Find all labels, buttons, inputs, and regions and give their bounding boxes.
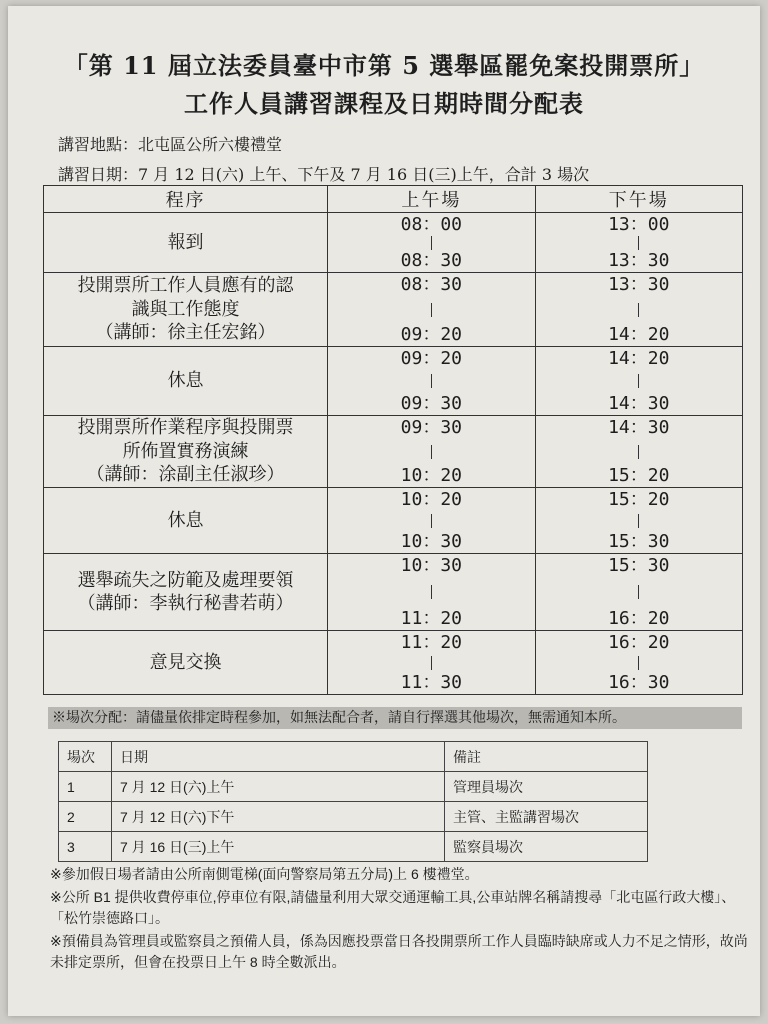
program-line: 休息 <box>167 370 204 392</box>
schedule-body <box>44 213 743 695</box>
schedule-row <box>44 488 743 554</box>
start-time: 13：30 <box>608 273 670 295</box>
program-line: （講師：徐主任宏銘） <box>95 322 276 344</box>
schedule-row <box>44 273 743 347</box>
session-header-number: 場次 <box>59 742 112 772</box>
header-afternoon: 下午場 <box>535 186 742 213</box>
afternoon-time-cell <box>535 213 742 273</box>
end-time: 11：30 <box>400 671 463 693</box>
time-range-divider <box>431 374 432 388</box>
time-range-divider <box>638 656 639 670</box>
start-time: 14：30 <box>608 416 670 438</box>
session-date: 7 月 16 日(三)上午 <box>112 832 445 862</box>
time-range-divider <box>638 303 639 317</box>
morning-time-cell <box>328 347 535 416</box>
program-line: 投開票所工作人員應有的認 <box>77 275 294 297</box>
time-range-divider <box>638 236 639 250</box>
end-time: 16：30 <box>608 671 670 693</box>
program-line: 識與工作態度 <box>131 298 240 320</box>
session-body <box>59 742 648 862</box>
session-header-remark: 備註 <box>445 742 648 772</box>
schedule-row <box>44 213 743 273</box>
end-time: 13：30 <box>608 249 670 271</box>
time-range-divider <box>638 445 639 459</box>
morning-time-cell <box>328 554 535 631</box>
end-time: 10：30 <box>400 530 463 552</box>
schedule-row <box>44 554 743 631</box>
session-date: 7 月 12 日(六)下午 <box>112 802 445 832</box>
time-range-divider <box>638 514 639 528</box>
time-range-divider <box>638 585 639 599</box>
time-range-divider <box>431 514 432 528</box>
time-range-divider <box>431 445 432 459</box>
session-notice: ※場次分配：請儘量依排定時程參加，如無法配合者，請自行擇選其他場次，無需通知本所。 <box>48 707 742 729</box>
program-line: （講師：涂副主任淑珍） <box>86 464 285 486</box>
program-cell <box>44 213 328 273</box>
afternoon-time-cell <box>535 273 742 347</box>
morning-time-cell <box>328 416 535 488</box>
note-item: ※公所 B1 提供收費停車位,停車位有限,請儘量利用大眾交通運輸工具,公車站牌名稱請搜尋「北屯區行政大樓」、「松竹崇德路口」。 <box>50 889 736 926</box>
schedule-header-row <box>44 186 743 213</box>
program-cell <box>44 631 328 695</box>
program-line: 意見交換 <box>149 651 222 673</box>
time-range-divider <box>431 303 432 317</box>
start-time: 15：20 <box>608 488 670 510</box>
note-item: ※參加假日場者請由公所南側電梯(面向警察局第五分局)上 6 樓禮堂。 <box>50 866 479 882</box>
start-time: 10：30 <box>400 554 463 576</box>
start-time: 09：30 <box>400 416 463 438</box>
training-location: 講習地點：北屯區公所六樓禮堂 <box>58 135 283 154</box>
program-line: 所佈置實務演練 <box>122 440 249 462</box>
note-item: ※預備員為管理員或監察員之預備人員，係為因應投票當日各投開票所工作人員臨時缺席或人力不足之情形，故尚未排定票所，但會在投票日上午 8 時全數派出。 <box>50 933 748 970</box>
session-remark: 主管、主監講習場次 <box>445 802 648 832</box>
time-range-divider <box>638 374 639 388</box>
program-line: 休息 <box>167 509 204 531</box>
schedule-table <box>43 185 743 695</box>
morning-time-cell <box>328 273 535 347</box>
morning-time-cell <box>328 213 535 273</box>
session-number: 1 <box>59 772 112 802</box>
session-header-date: 日期 <box>112 742 445 772</box>
start-time: 08：30 <box>400 273 463 295</box>
header-morning: 上午場 <box>328 186 535 213</box>
program-cell <box>44 488 328 554</box>
program-line: （講師：李執行秘書若萌） <box>77 593 294 614</box>
time-range-divider <box>431 656 432 670</box>
start-time: 13：00 <box>608 213 670 235</box>
session-table <box>58 741 648 862</box>
session-remark: 監察員場次 <box>445 832 648 862</box>
notes-section <box>50 864 750 975</box>
afternoon-time-cell <box>535 416 742 488</box>
end-time: 14：20 <box>608 323 670 345</box>
session-number: 3 <box>59 832 112 862</box>
time-range-divider <box>431 236 432 250</box>
end-time: 10：20 <box>400 464 463 486</box>
end-time: 11：20 <box>400 607 463 629</box>
end-time: 09：30 <box>400 392 463 414</box>
end-time: 15：20 <box>608 464 670 486</box>
program-cell <box>44 554 328 631</box>
program-line: 投開票所作業程序與投開票 <box>77 417 294 439</box>
end-time: 16：20 <box>608 607 670 629</box>
start-time: 08：00 <box>400 213 463 235</box>
training-dates: 講習日期：7 月 12 日(六) 上午、下午及 7 月 16 日(三)上午，合計 3 場次 <box>58 165 590 184</box>
afternoon-time-cell <box>535 554 742 631</box>
schedule-row <box>44 631 743 695</box>
start-time: 11：20 <box>400 631 463 653</box>
session-number: 2 <box>59 802 112 832</box>
end-time: 15：30 <box>608 530 670 552</box>
session-row <box>59 832 648 862</box>
end-time: 09：20 <box>400 323 463 345</box>
session-date: 7 月 12 日(六)上午 <box>112 772 445 802</box>
schedule-row <box>44 416 743 488</box>
session-row <box>59 772 648 802</box>
time-range-divider <box>431 585 432 599</box>
start-time: 10：20 <box>400 488 463 510</box>
afternoon-time-cell <box>535 347 742 416</box>
session-remark: 管理員場次 <box>445 772 648 802</box>
start-time: 16：20 <box>608 631 670 653</box>
morning-time-cell <box>328 488 535 554</box>
session-row <box>59 802 648 832</box>
afternoon-time-cell <box>535 488 742 554</box>
program-cell <box>44 273 328 347</box>
page-subtitle: 工作人員講習課程及日期時間分配表 <box>184 89 584 118</box>
program-cell <box>44 347 328 416</box>
start-time: 15：30 <box>608 554 670 576</box>
program-line: 報到 <box>167 231 204 253</box>
program-cell <box>44 416 328 488</box>
start-time: 09：20 <box>400 347 463 369</box>
page-title: 「第 11 屆立法委員臺中市第 5 選舉區罷免案投開票所」 <box>63 51 705 80</box>
schedule-row <box>44 347 743 416</box>
morning-time-cell <box>328 631 535 695</box>
header-program: 程序 <box>44 186 328 213</box>
end-time: 08：30 <box>400 249 463 271</box>
afternoon-time-cell <box>535 631 742 695</box>
end-time: 14：30 <box>608 392 670 414</box>
start-time: 14：20 <box>608 347 670 369</box>
program-line: 選舉疏失之防範及處理要領 <box>77 569 294 591</box>
session-header-row <box>59 742 648 772</box>
